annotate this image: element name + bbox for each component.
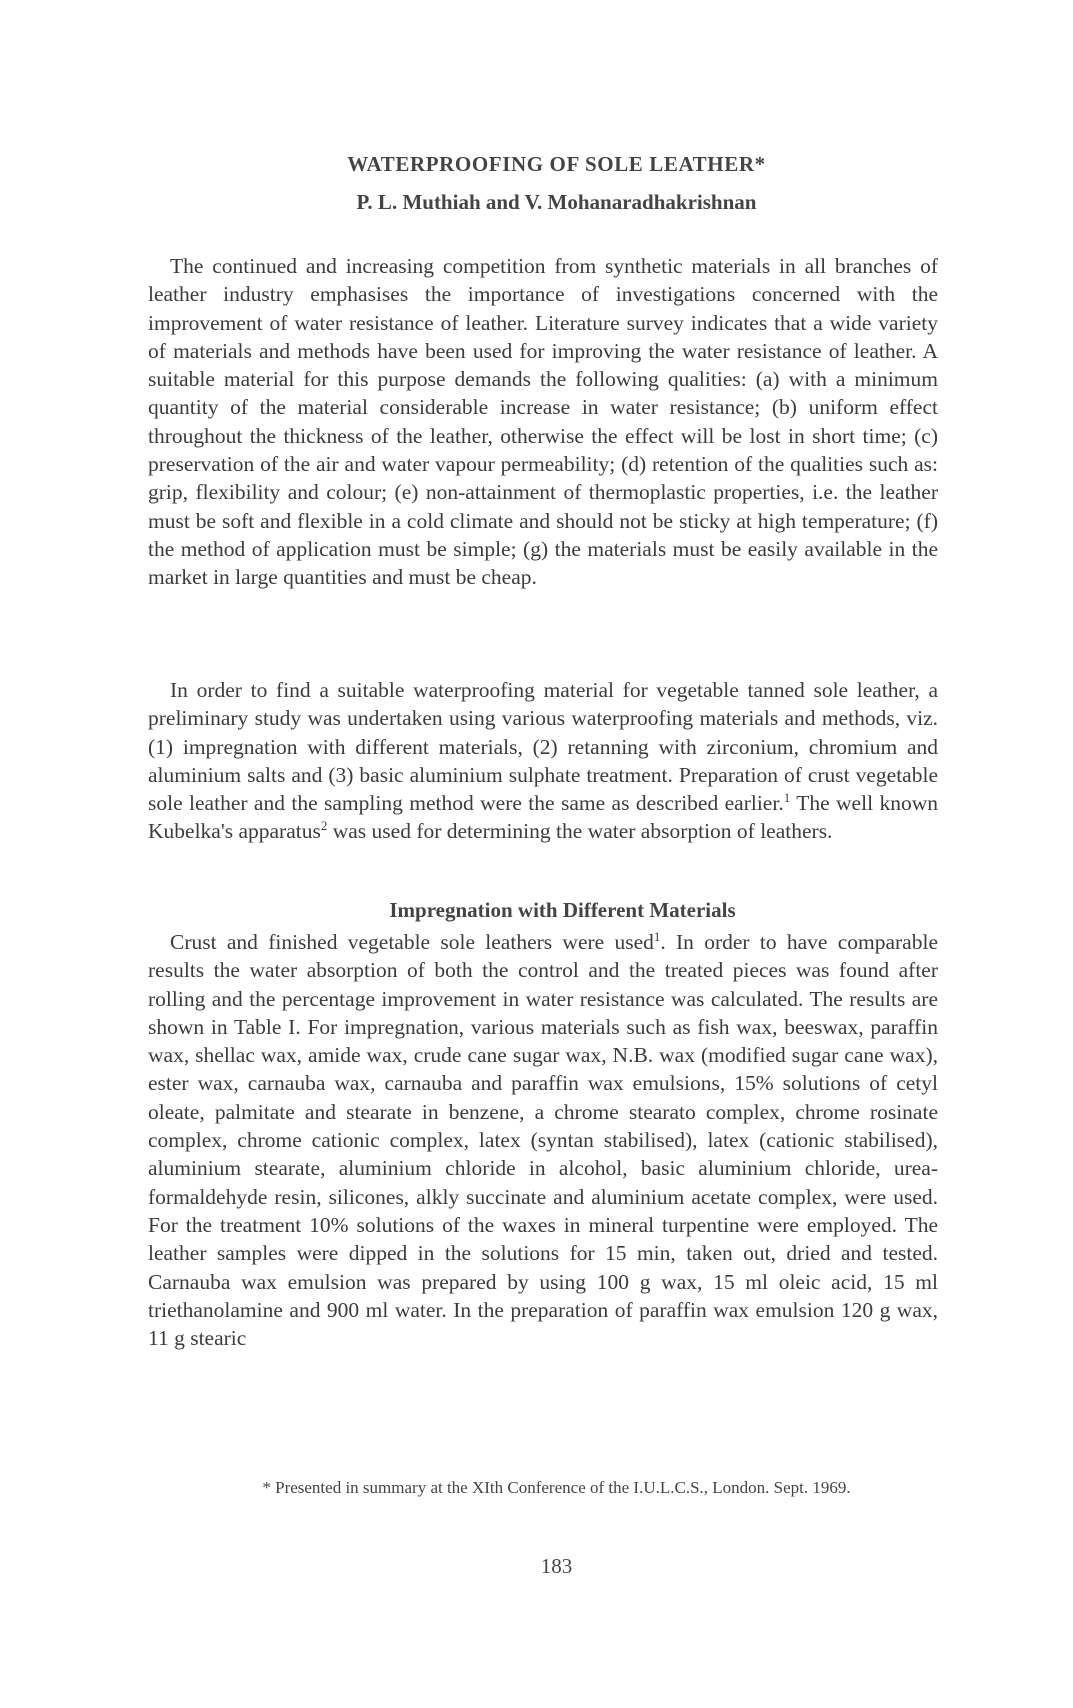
reference-1-marker: 1 bbox=[783, 790, 791, 806]
impregnation-paragraph bbox=[148, 928, 938, 1352]
intro-paragraph-text: The continued and increasing competition from synthetic materials in all branches of leather industry emphasises the importance of investigations concerned with the improvement of water resistance of leather. Literature survey indicates that a wide variety of materials and methods have been used for improving the water resistance of leather. A suitable material for this purpose demands the following qualities: (a) with a minimum quantity of the material considerable increase in water resistance; (b) uniform effect throughout the thickness of the leather, otherwise the effect will be lost in short time; (c) preservation of the air and water vapour permeability; (d) retention of the qualities such as: grip, flexibility and colour; (e) non-attainment of thermoplastic properties, i.e. the leather must be soft and flexible in a cold climate and should not be sticky at high temperature; (f) the method of application must be simple; (g) the materials must be easily available in the market in large quantities and must be cheap. bbox=[148, 254, 938, 590]
reference-1-marker: 1 bbox=[653, 928, 661, 944]
study-text-part1: In order to find a suitable waterproofing material for vegetable tanned sole leather, a preliminary study was undertaken using various waterproofing materials and methods, viz. (1) impregnation with different materials, (2) retanning with zirconium, chromium and aluminium salts and (3) basic aluminium sulphate treatment. Preparation of crust vegetable sole leather and the sampling method were the same as described earlier. bbox=[148, 678, 938, 816]
footnote bbox=[0, 1478, 1073, 1498]
impregnation-text-part2: . In order to have comparable results the water absorption of both the control and the treated pieces was found after rolling and the percentage improvement in water resistance was calculated. The results are shown in Table I. For impregnation, various materials such as fish wax, beeswax, paraffin wax, shellac wax, amide wax, crude cane sugar wax, N.B. wax (modified sugar cane wax), ester wax, carnauba wax, carnauba and paraffin wax emulsions, 15% solutions of cetyl oleate, palmitate and stearate in benzene, a chrome stearato complex, chrome rosinate complex, chrome cationic complex, latex (syntan stabilised), latex (cationic stabilised), aluminium stearate, aluminium chloride in alcohol, basic aluminium chloride, urea-formaldehyde resin, silicones, alkly succinate and aluminium acetate complex, were used. For the treatment 10% solutions of the waxes in mineral turpentine were employed. The leather samples were dipped in the solutions for 15 min, taken out, dried and tested. Carnauba wax emulsion was prepared by using 100 g wax, 15 ml oleic acid, 15 ml triethanolamine and 900 ml water. In the preparation of paraffin wax emulsion 120 g wax, 11 g stearic bbox=[148, 930, 938, 1351]
section-heading-text: Impregnation with Different Materials bbox=[389, 898, 736, 922]
section-heading bbox=[0, 898, 1073, 923]
study-text-part3: was used for determining the water absorption of leathers. bbox=[327, 819, 833, 844]
page-number bbox=[0, 1554, 1073, 1579]
study-paragraph bbox=[148, 676, 938, 846]
footnote-text: * Presented in summary at the XIth Conference of the I.U.L.C.S., London. Sept. 1969. bbox=[262, 1478, 851, 1497]
article-title bbox=[0, 152, 1073, 177]
article-authors-text: P. L. Muthiah and V. Mohanaradhakrishnan bbox=[356, 190, 757, 214]
intro-paragraph bbox=[148, 252, 938, 592]
page-number-text: 183 bbox=[540, 1554, 573, 1578]
reference-2-marker: 2 bbox=[320, 818, 328, 834]
study-text-part2: The well known Kubelka's apparatus bbox=[148, 791, 938, 844]
article-title-text: WATERPROOFING OF SOLE LEATHER* bbox=[347, 152, 766, 176]
article-authors bbox=[0, 190, 1073, 215]
impregnation-text-part1: Crust and finished vegetable sole leathers were used bbox=[170, 930, 654, 954]
